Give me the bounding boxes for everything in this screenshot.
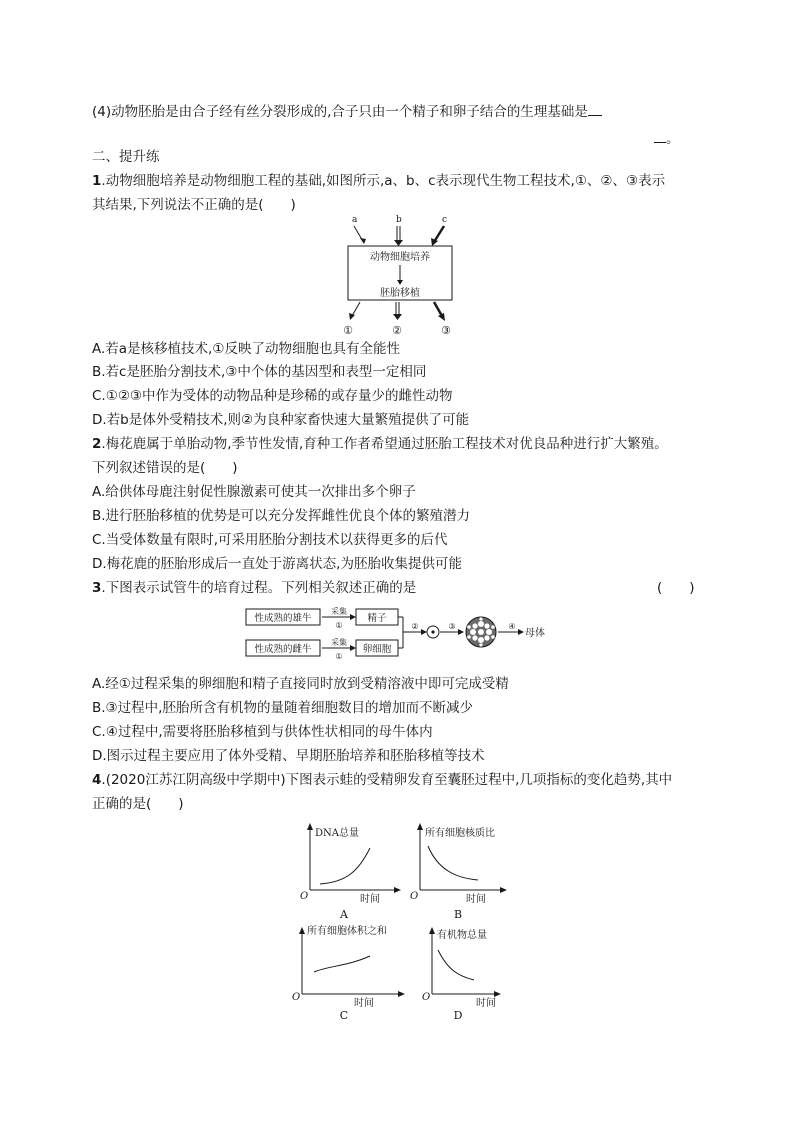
svg-text:卵细胞: 卵细胞: [362, 644, 392, 655]
label-a: a: [352, 215, 358, 225]
svg-text:时间: 时间: [466, 894, 486, 905]
problem-3-option-d: D.图示过程主要应用了体外受精、早期胚胎培养和胚胎移植等技术: [92, 748, 485, 764]
problem-3-stem: 3.下图表示试管牛的培育过程。下列相关叙述正确的是: [92, 580, 417, 596]
graph-a-ylabel: DNA总量: [315, 828, 359, 839]
problem-3-diagram: [240, 604, 560, 660]
problem-3-answer-paren: ( ): [657, 580, 695, 596]
box-top-label: 动物细胞培养: [370, 252, 430, 263]
result-1: ①: [343, 324, 353, 337]
box-bottom-label: 胚胎移植: [380, 288, 420, 299]
graph-b: [406, 822, 516, 922]
problem-2-stem-line2: 下列叙述错误的是( ): [92, 460, 238, 476]
svg-text:O: O: [292, 992, 301, 1003]
answer-blank: [588, 101, 602, 116]
graph-c-curve: [314, 956, 370, 972]
label-c: c: [442, 215, 448, 225]
arrow-out-3: [434, 302, 442, 316]
graph-d-curve: [438, 950, 474, 980]
svg-text:采集: 采集: [331, 638, 347, 647]
svg-text:时间: 时间: [354, 998, 374, 1009]
answer-blank: [654, 128, 666, 143]
graph-b-caption: B: [453, 908, 463, 921]
q4-sub4-line1: (4)动物胚胎是由合子经有丝分裂形成的,合子只由一个精子和卵子结合的生理基础是: [92, 101, 602, 121]
problem-2-option-c: C.当受体数量有限时,可采用胚胎分割技术以获得更多的后代: [92, 532, 448, 548]
graph-c-caption: C: [339, 1009, 349, 1022]
mother-label: 母体: [525, 628, 545, 639]
problem-1-diagram: [330, 210, 470, 340]
problem-2-option-d: D.梅花鹿的胚胎形成后一直处于游离状态,为胚胎收集提供可能: [92, 556, 462, 572]
male-cow-label: 性成熟的雄牛: [254, 613, 312, 624]
svg-text:③: ③: [448, 622, 456, 631]
graph-a-curve: [320, 848, 370, 884]
problem-1-stem-line2: 其结果,下列说法不正确的是( ): [92, 197, 296, 213]
embryo-icon: [466, 617, 496, 647]
svg-text:①: ①: [335, 652, 343, 660]
problem-3-option-b: B.③过程中,胚胎所含有机物的量随着细胞数目的增加而不断减少: [92, 700, 473, 716]
problem-1-option-b: B.若c是胚胎分割技术,③中个体的基因型和表型一定相同: [92, 364, 427, 380]
svg-text:时间: 时间: [360, 894, 380, 905]
section-title: 二、提升练: [92, 149, 160, 165]
problem-4-stem-line1: 4.(2020江苏江阴高级中学期中)下图表示蛙的受精卵发育至囊胚过程中,几项指标的变化趋势,其中: [92, 772, 673, 788]
graph-a: [296, 822, 406, 922]
graph-d: [418, 920, 528, 1022]
graph-b-ylabel: 所有细胞核质比: [425, 828, 495, 839]
graph-a-caption: A: [340, 908, 348, 921]
q4-sub4-line2: 。: [654, 128, 680, 148]
svg-text:O: O: [410, 891, 419, 902]
graph-b-curve: [428, 846, 478, 880]
result-2: ②: [392, 324, 402, 337]
svg-text:①: ①: [335, 621, 343, 630]
problem-3-option-c: C.④过程中,需要将胚胎移植到与供体性状相同的母牛体内: [92, 724, 433, 740]
problem-2-option-b: B.进行胚胎移植的优势是可以充分发挥雌性优良个体的繁殖潜力: [92, 508, 471, 524]
problem-2-stem-line1: 2.梅花鹿属于单胎动物,季节性发情,育种工作者希望通过胚胎工程技术对优良品种进行扩大繁殖。: [92, 436, 668, 452]
svg-text:②: ②: [411, 622, 419, 631]
problem-1-option-a: A.若a是核移植技术,①反映了动物细胞也具有全能性: [92, 341, 400, 357]
svg-text:O: O: [422, 992, 431, 1003]
problem-2-option-a: A.给供体母鹿注射促性腺激素可使其一次排出多个卵子: [92, 484, 416, 500]
label-b: b: [396, 215, 402, 225]
graph-d-caption: D: [453, 1009, 463, 1022]
svg-text:O: O: [300, 891, 309, 902]
female-cow-label: 性成熟的雌牛: [254, 644, 312, 655]
problem-3-option-a: A.经①过程采集的卵细胞和精子直接同时放到受精溶液中即可完成受精: [92, 676, 509, 692]
svg-text:采集: 采集: [331, 607, 347, 616]
graph-d-ylabel: 有机物总量: [437, 930, 487, 941]
svg-text:时间: 时间: [476, 998, 496, 1009]
problem-1-stem-line1: 1.动物细胞培养是动物细胞工程的基础,如图所示,a、b、c表示现代生物工程技术,①、②、③表示: [92, 173, 666, 189]
problem-4-stem-line2: 正确的是( ): [92, 796, 184, 812]
result-3: ③: [441, 324, 451, 337]
svg-text:④: ④: [508, 622, 516, 631]
arrow-c: [434, 226, 444, 242]
problem-1-option-c: C.①②③中作为受体的动物品种是珍稀的或存量少的雌性动物: [92, 388, 453, 404]
svg-text:精子: 精子: [367, 613, 387, 624]
graph-c: [288, 920, 418, 1022]
graph-c-ylabel: 所有细胞体积之和: [307, 926, 387, 937]
arrow-out-1: [352, 302, 360, 316]
problem-1-option-d: D.若b是体外受精技术,则②为良种家畜快速大量繁殖提供了可能: [92, 412, 470, 428]
